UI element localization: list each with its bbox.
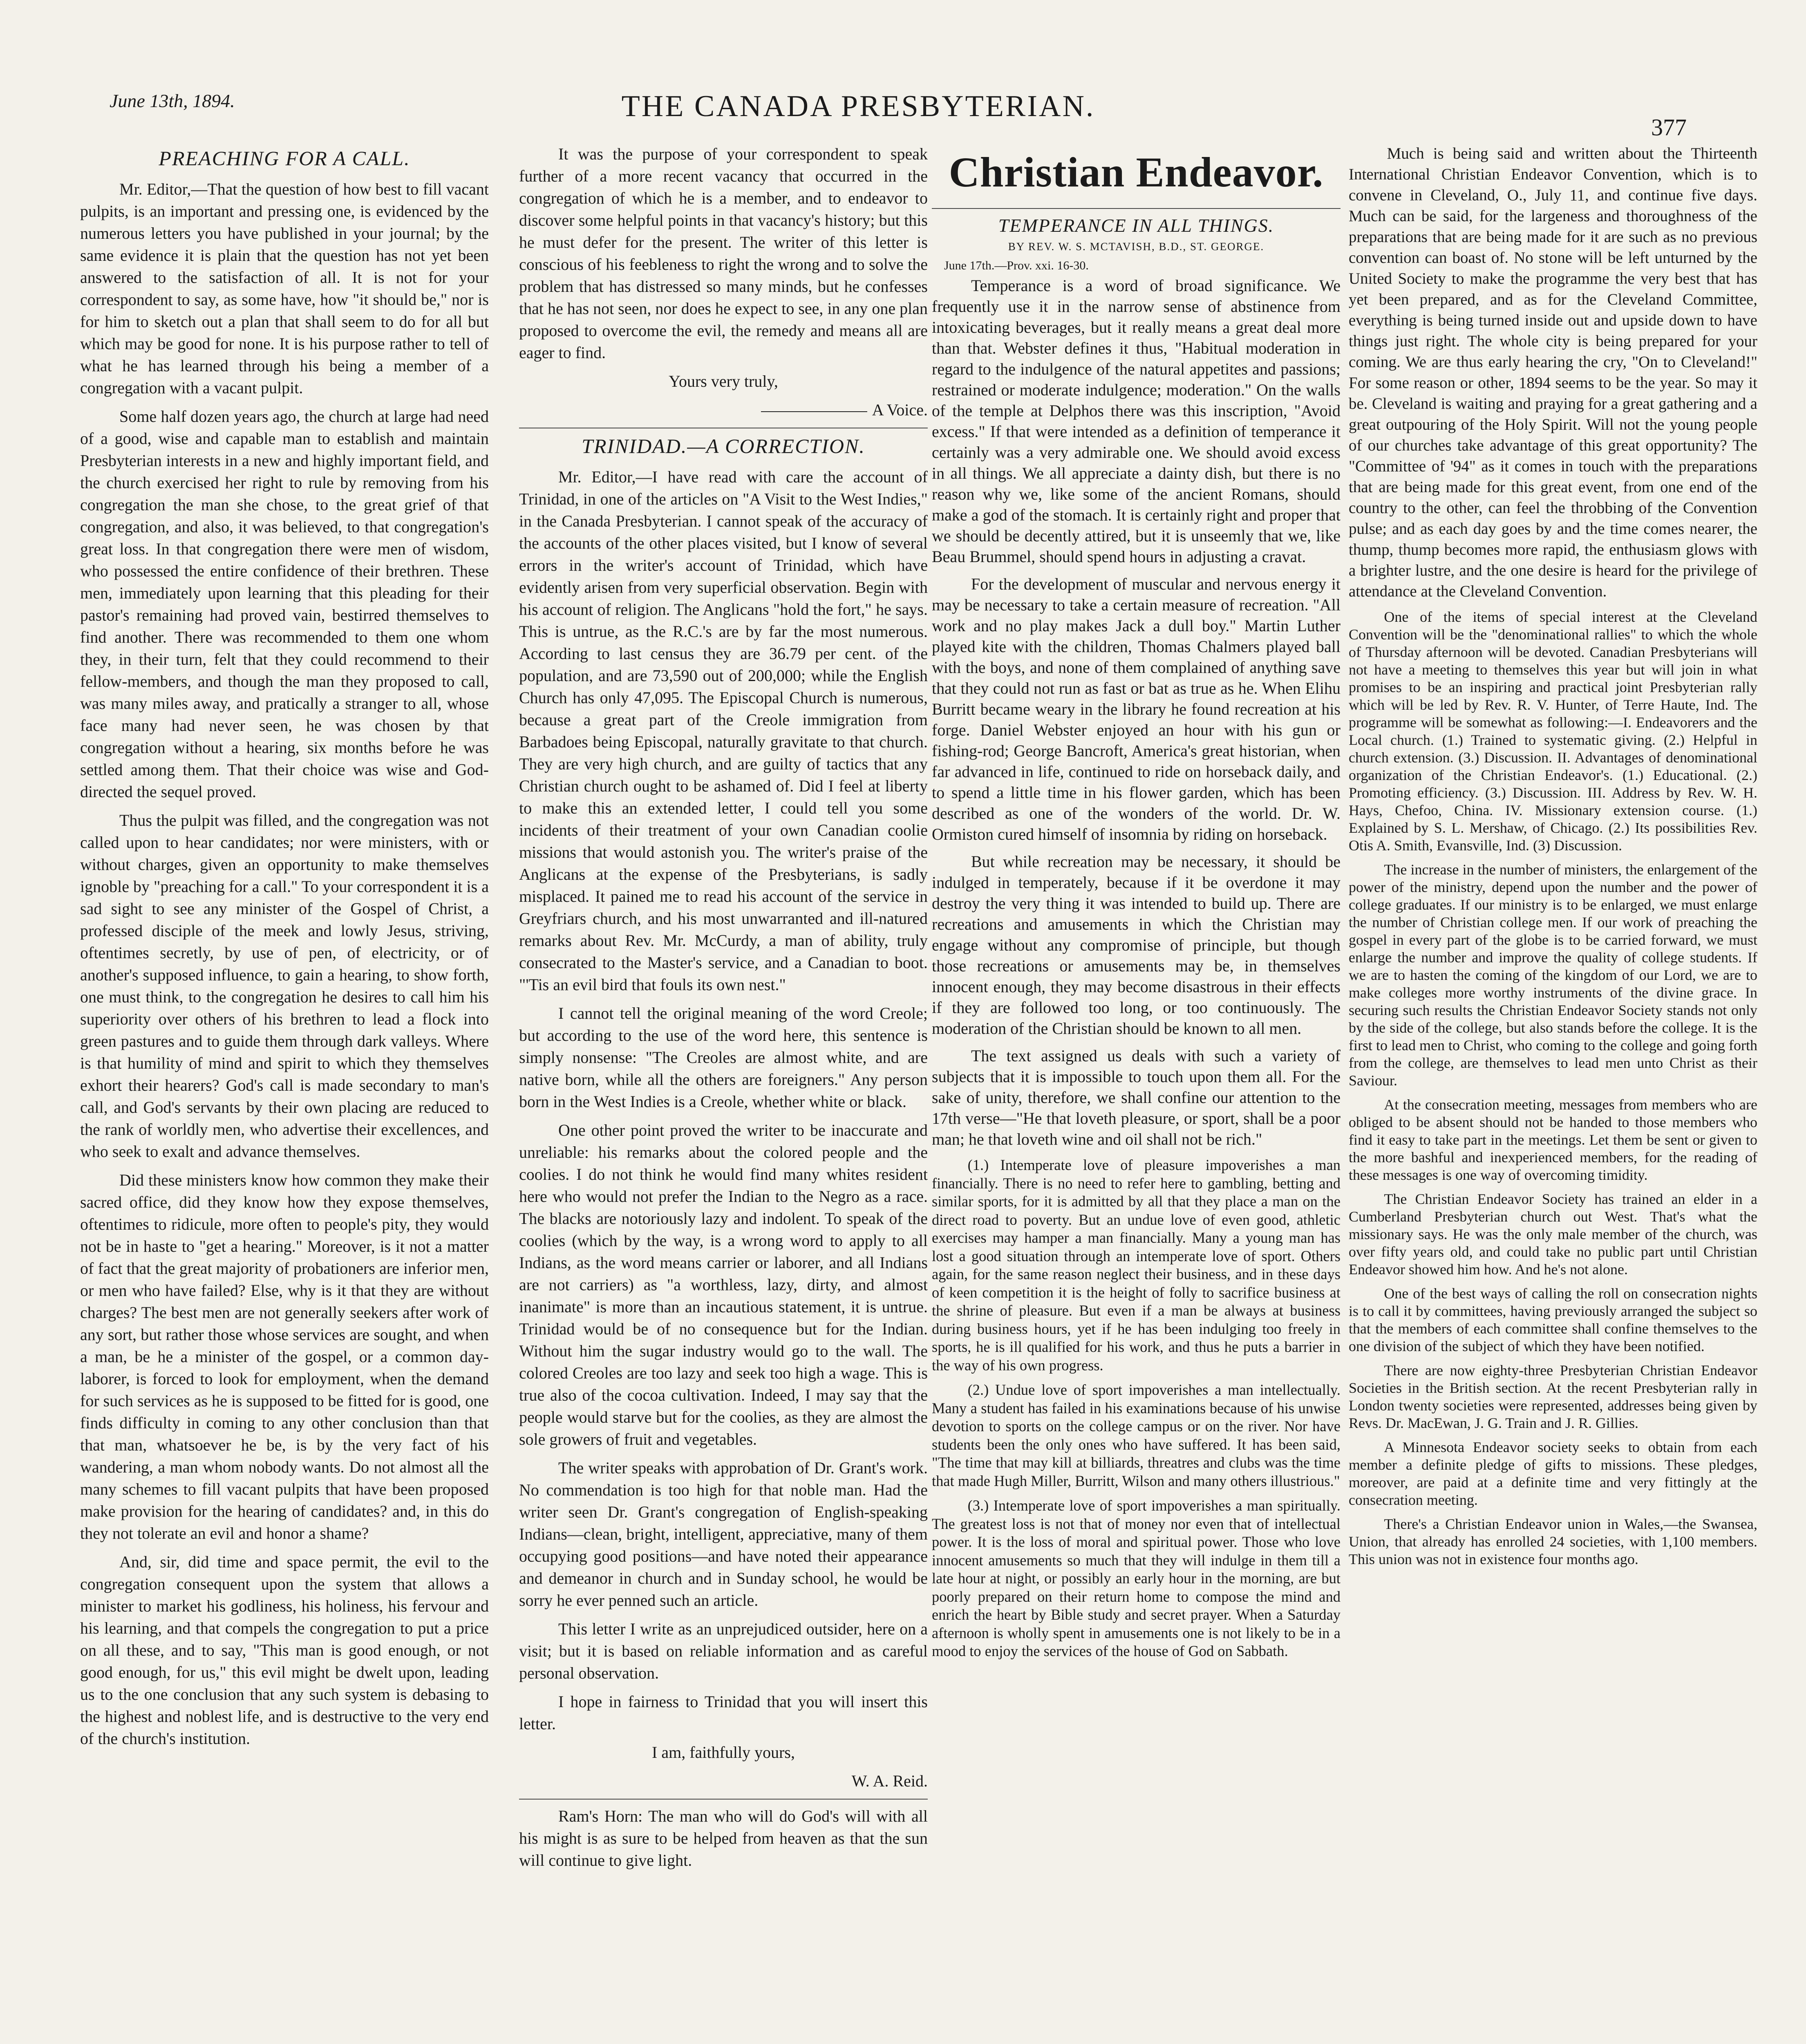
signature-dash [761, 411, 867, 412]
rams-horn-note: Ram's Horn: The man who will do God's will with all his might is as sure to be helped from heaven as that the sun will continue to give light. [519, 1807, 928, 1869]
paragraph: The increase in the number of ministers, the enlargement of the power of the ministry, depend upon the number and the power of college graduates. If our ministry is to be enlarged, we must enlarge the number of Christian college men. If our work of preaching the gospel in every part of the globe is to be carried forward, we must enlarge the number and improve the quality of college students. If we are to hasten the coming of the kingdom of our Lord, we are to make colleges more worthy instruments of the divine grace. In securing such results the Christian Endeavor Society stands not only by the side of the college, but also stands before the college. It is the first to lead men to Christ, who coming to the college and going forth from the college, are themselves to lead men unto Christ as their Saviour. [1349, 861, 1757, 1089]
paragraph: (2.) Undue love of sport impoverishes a man intellectually. Many a student has failed in his examinations because of his unwise devotion to sports on the college campus or on the river. Nor have students been the only ones who have suffered. It has been said, "The time that may kill at billiards, threatres and clubs was the time that made Hugh Miller, Burritt, Wilson and many others illustrious." [932, 1381, 1341, 1489]
paragraph: This letter I write as an unprejudiced outsider, here on a visit; but it is based on reliable information and as careful personal observation. [519, 1620, 928, 1682]
article-byline: BY REV. W. S. MCTAVISH, B.D., ST. GEORGE. [1008, 240, 1264, 253]
paragraph: It was the purpose of your correspondent to speak further of a more recent vacancy that occurred in the congregation of which he is a member, and to endeavor to discover some helpful points in that vacancy's history; but this he must defer for the present. The writer of this letter is conscious of his feebleness to right the wrong and to solve the problem that has distressed so many minds, but he confesses that he has not seen, nor does he expect to see, in any one plan proposed to overcome the evil, the remedy and means all are eager to find. [519, 145, 928, 362]
paragraph: One of the items of special interest at the Cleveland Convention will be the "denominational rallies" to which the whole of Thursday afternoon will be devoted. Canadian Presbyterians will not have a meeting to themselves this year but will join in what promises to be an inspiring and practical joint Presbyterian rally which will be led by Rev. R. V. Hunter, of Terre Haute, Ind. The programme will be somewhat as following:—I. Endeavorers and the Local church. (1.) Trained to systematic giving. (2.) Helpful in church extension. (3.) Discussion. II. Advantages of denominational organization of the Christian Endeavor's. (1.) Educational. (2.) Promoting efficiency. (3.) Discussion. III. Address by Rev. W. H. Hays, Chefoo, China. IV. Missionary extension course. (1.) Explained by S. L. Mershaw, of Chicago. (2.) Its possibilities Rev. Otis A. Smith, Evansville, Ind. (3) Discussion. [1349, 609, 1757, 854]
paragraph: (3.) Intemperate love of sport impoverishes a man spiritually. The greatest loss is not that of money nor even that of intellectual power. It is the loss of moral and spiritual power. Those who love innocent amusements so much that they will indulge in them till a late hour at night, or possibly an early hour in the morning, are but poorly prepared on their return home to compose the mind and enrich the heart by Bible study and secret prayer. When a Saturday afternoon is wholly spent in amusements one is not likely to be in a mood to enjoy the services of the house of God on Sabbath. [932, 1497, 1341, 1659]
paragraph: Did these ministers know how common they make their sacred office, did they know how they expose themselves, oftentimes to ridicule, more often to people's pity, they would not be in haste to "get a hearing." Moreover, is it not a matter of fact that the great majority of probationers are inferior men, or men who have failed? Else, why is it that they are without charges? The best men are not generally seekers after work of any sort, but rather those whose services are sought, and when a man, be he a minister of the gospel, or a common day-laborer, is forced to look for employment, when the demand for such services as he is supposed to be fitted for is good, one finds difficulty in coming to any other conclusion than that that man, whatsoever he be, is by the very fact of his wandering, a man whom nobody wants. Do not almost all the many schemes to fill vacant pulpits that have been proposed make provision for the hearing of candidates? and, in this do they not tolerate an evil and honor a shame? [80, 1171, 489, 1542]
article-heading-temperance: TEMPERANCE IN ALL THINGS. [998, 215, 1274, 236]
column-4 [1349, 143, 1757, 2044]
paragraph: Mr. Editor,—That the question of how best to fill vacant pulpits, is an important and pressing one, is evidenced by the numerous letters you have published in your journal; by the same evidence it is plain that the question has not yet been answered to the satisfaction of all. It is not for your correspondent to say, as some have, how "it should be," nor is for him to sketch out a plan that shall seem to do for all but which may be good for none. It is his purpose rather to tell of what he has learned through his being a member of a congregation with a vacant pulpit. [80, 180, 489, 397]
scripture-dateline: June 17th.—Prov. xxi. 16-30. [944, 259, 1089, 272]
paragraph: Mr. Editor,—I have read with care the account of Trinidad, in one of the articles on "A Visit to the West Indies," in the Canada Presbyterian. I cannot speak of the accuracy of the accounts of the other places visited, but I know of several errors in the writer's account of Trinidad, which have evidently arisen from very superficial observation. Begin with his account of religion. The Anglicans "hold the fort," he says. This is untrue, as the R.C.'s are by far the most numerous. According to last census they are 36.79 per cent. of the population, and are 73,590 out of 200,000; while the English Church has only 47,095. The Episcopal Church is numerous, because a great part of the Creole immigration from Barbadoes being Episcopal, naturally gravitate to that church. They are very high church, and are guilty of tactics that any Christian church ought to be ashamed of. Did I feel at liberty to make this an extended letter, I could tell you some incidents of their treatment of your own Canadian coolie missions that would astonish you. The writer's praise of the Anglicans at the expense of the Presbyterians, is sadly misplaced. It pained me to read his account of the service in Greyfriars church, and his most unwarranted and ill-natured remarks about Rev. Mr. McCurdy, a man of ability, truly consecrated to the Master's service, and a Canadian to boot. "'Tis an evil bird that fouls its own nest." [519, 468, 928, 994]
column-3 [932, 143, 1341, 2044]
paragraph: There's a Christian Endeavor union in Wales,—the Swansea, Union, that already has enrolled 24 societies, with 1,100 members. This union was not in existence four months ago. [1349, 1516, 1757, 1567]
paragraph: The text assigned us deals with such a variety of subjects that it is impossible to touch upon them all. For the sake of unity, therefore, we shall confine our attention to the 17th verse—"He that loveth pleasure, or sport, shall be a poor man; he that loveth wine and oil shall not be rich." [932, 1047, 1341, 1148]
paragraph: The Christian Endeavor Society has trained an elder in a Cumberland Presbyterian church out West. That's what the missionary says. He was the only male member of the church, was over fifty years old, and could take no public part until Christian Endeavor showed him how. And he's not alone. [1349, 1191, 1757, 1278]
page-number: 377 [1651, 114, 1687, 141]
paragraph: Thus the pulpit was filled, and the congregation was not called upon to hear candidates; nor were ministers, with or without charges, given an opportunity to make themselves ignoble by "preaching for a call." To your correspondent it is a sad sight to see any minister of the Gospel of Christ, a professed disciple of the meek and lowly Jesus, striving, oftentimes secretly, by use of pen, of electricity, or of another's supposed influence, to gain a hearing, to show forth, one must think, to the congregation he desires to call him his superiority over others of his brethren to lead a flock into green pastures and to guide them through dark valleys. Where is that humility of mind and spirit to which they themselves exhort their hearers? God's call is made secondary to man's call, and God's servants by their own placing are reduced to the rank of worldly men, who advertise their excellences, and who seek to exalt and advance themselves. [80, 811, 489, 1161]
masthead-title: THE CANADA PRESBYTERIAN. [621, 90, 1095, 123]
paragraph: And, sir, did time and space permit, the evil to the congregation consequent upon the system that allows a minister to market his godliness, his holiness, his fervour and his learning, and that compels the congregation to put a price on all these, and to say, "This man is good enough, or not good enough, for us," this evil might be dwelt upon, leading us to the one conclusion that any such system is debasing to the highest and noblest life, and is destructive to the very end of the church's institution. [80, 1553, 489, 1748]
paragraph: Temperance is a word of broad significance. We frequently use it in the narrow sense of abstinence from intoxicating beverages, but it really means a great deal more than that. Webster defines it thus, "Habitual moderation in regard to the indulgence of the natural appetites and passions; restrained or moderate indulgence; moderation." On the walls of the temple at Delphos there was this inscription, "Avoid excess." If that were intended as a definition of temperance it certainly was a very admirable one. We should avoid excess in all things. We all appreciate a dainty dish, but there is no reason why we, like some of the ancient Romans, should make a god of the stomach. It is certainly right and proper that we should be decently attired, but it is unseemly that we, like Beau Brummel, should spend hours in adjusting a cravat. [932, 276, 1341, 566]
paragraph: (1.) Intemperate love of pleasure impoverishes a man financially. There is no need to refer here to gambling, betting and similar sports, for it is admitted by all that they place a man on the direct road to poverty. But an undue love of even good, athletic exercises may hamper a man financially. Many a young man has lost a good situation through an intemperate love of sport. Others again, for the same reason neglect their business, and in these days of keen competition it is the height of folly to sacrifice business at the shrine of pleasure. But even if a man be always at business during business hours, yet if he has been indulging too freely in sports, he is ill qualified for his work, and thus he puts a barrier in the way of his own progress. [932, 1156, 1341, 1374]
letter-signature [519, 399, 928, 421]
article-heading-trinidad: TRINIDAD.—A CORRECTION. [582, 435, 865, 457]
paragraph: There are now eighty-three Presbyterian Christian Endeavor Societies in the British section. At the recent Presbyterian rally in London twenty societies were represented, addresses being given by Revs. Dr. MacEwan, J. G. Train and J. R. Gillies. [1349, 1362, 1757, 1431]
issue-date: June 13th, 1894. [110, 90, 235, 111]
signature-text: A Voice. [872, 401, 928, 419]
paragraph: For the development of muscular and nervous energy it may be necessary to take a certain measure of recreation. "All work and no play makes Jack a dull boy." Martin Luther played kite with the children, Thomas Chalmers played ball with the boys, and none of them complained of anything save that they could not run as fast or bat as true as he. When Elihu Burritt became weary in the library he found recreation at his forge. Daniel Webster enjoyed an hour with his gun or fishing-rod; George Bancroft, America's great historian, when far advanced in life, continued to ride on horseback daily, and to spend a little time in his flower garden, which has been described as one of the wonders of the world. Dr. W. Ormiston cured himself of insomnia by riding on horseback. [932, 575, 1341, 843]
paragraph: One of the best ways of calling the roll on consecration nights is to call it by committees, having previously arranged the subject so that the members of each committee shall confine themselves to the one division of the subject of which they have been notified. [1349, 1285, 1757, 1354]
paragraph: I hope in fairness to Trinidad that you will insert this letter. [519, 1692, 928, 1733]
letter-closing: Yours very truly, [669, 372, 778, 390]
page-header [0, 0, 1806, 141]
article-heading-preaching: PREACHING FOR A CALL. [159, 147, 410, 170]
column-1 [80, 143, 489, 2044]
paragraph: Some half dozen years ago, the church at large had need of a good, wise and capable man to establish and maintain Presbyterian interests in a new and highly important field, and the church exercised her right to rule by removing from his congregation the man she chose, to the great grief of that congregation, and also, it was believed, to that congregation's great loss. In that congregation there were men of wisdom, who possessed the entire confidence of their brethren. These men, immediately upon learning that this pleading for their pastor's remaining had proved vain, bestirred themselves to find another. There was recommended to them one whom they, in their turn, felt that they could recommend to their fellow-members, and though the man they proposed to call, was many miles away, and pratically a stranger to all, whose face many had never seen, he was chosen by that congregation without a hearing, six months before he was settled among them. That their choice was wise and God-directed the sequel proved. [80, 407, 489, 801]
section-title-christian-endeavor: Christian Endeavor. [949, 149, 1324, 196]
letter-signature: W. A. Reid. [851, 1772, 928, 1790]
paragraph: A Minnesota Endeavor society seeks to obtain from each member a definite pledge of gifts to missions. These pledges, moreover, are paid at a definite time and very fittingly at the consecration meeting. [1349, 1439, 1757, 1508]
paragraph: I cannot tell the original meaning of the word Creole; but according to the use of the word here, this sentence is simply nonsense: "The Creoles are almost white, and are native born, while all the others are foreigners." Any person born in the West Indies is a Creole, whether white or black. [519, 1004, 928, 1111]
paragraph: At the consecration meeting, messages from members who are obliged to be absent should not be handed to those members who find it easy to take part in the meetings. Let them be sent or given to the more bashful and inexperienced members, for the reading of these messages is one way of overcoming timidity. [1349, 1096, 1757, 1183]
paragraph: The writer speaks with approbation of Dr. Grant's work. No commendation is too high for that noble man. Had the writer seen Dr. Grant's congregation of English-speaking Indians—clean, bright, intelligent, appreciative, many of them occupying good positions—and have noted their appearance and demeanor in church and in Sunday school, he would be sorry he ever penned such an article. [519, 1459, 928, 1609]
paragraph: But while recreation may be necessary, it should be indulged in temperately, because if it be overdone it may destroy the very thing it was intended to build up. There are recreations and amusements in which the Christian may engage without any compromise of principle, but though those recreations or amusements may be, in themselves innocent enough, they may become disastrous in their effects if they are followed too long, or too continuously. The moderation of the Christian should be known to all men. [932, 852, 1341, 1038]
section-divider [932, 208, 1341, 209]
letter-closing: I am, faithfully yours, [652, 1743, 795, 1762]
paragraph: One other point proved the writer to be inaccurate and unreliable: his remarks about the colored people and the coolies. I do not think he would find many whites resident here who would not prefer the Indian to the Negro as a race. The blacks are notoriously lazy and indolent. To speak of the coolies (which by the way, is a wrong word to apply to all Indians, as the word means carrier or laborer, and all Indians are not carriers) as "a worthless, lazy, dirty, and almost inanimate" is more than an incautious statement, it is untrue. Trinidad would be of no consequence but for the Indian. Without him the sugar industry would go to the wall. The colored Creoles are too lazy and seek too high a wage. This is true also of the cocoa cultivation. Indeed, I may say that the people would starve but for the coolies, as they are almost the sole growers of fruit and vegetables. [519, 1121, 928, 1448]
article-divider [519, 1799, 928, 1800]
paragraph: Much is being said and written about the Thirteenth International Christian Endeavor Convention, which is to convene in Cleveland, O., July 11, and continue five days. Much can be said, for the largeness and thoroughness of the preparations that are being made for it are such as no previous convention can boast of. No stone will be left unturned by the United Society to make the programme the very best that has yet been prepared, and as for the Cleveland Committee, everything is being turned inside out and upside down to have things just right. The whole city is being prepared for your coming. We are thus early hearing the cry, "On to Cleveland!" For some reason or other, 1894 seems to be the year. So may it be. Cleveland is waiting and praying for a great gathering and a great outpouring of the Holy Spirit. Will not the young people of our churches take advantage of this great opportunity? The "Committee of '94" as it comes in touch with the preparations that are being made for this great event, from one end of the country to the other, can feel the throbbing of the Convention pulse; and as each day goes by and the time comes nearer, the thump, thump becomes more rapid, the enthusiasm glows with a brighter lustre, and the one desire is heard for the privilege of attendance at the Cleveland Convention. [1349, 145, 1757, 600]
column-2 [519, 143, 928, 2044]
